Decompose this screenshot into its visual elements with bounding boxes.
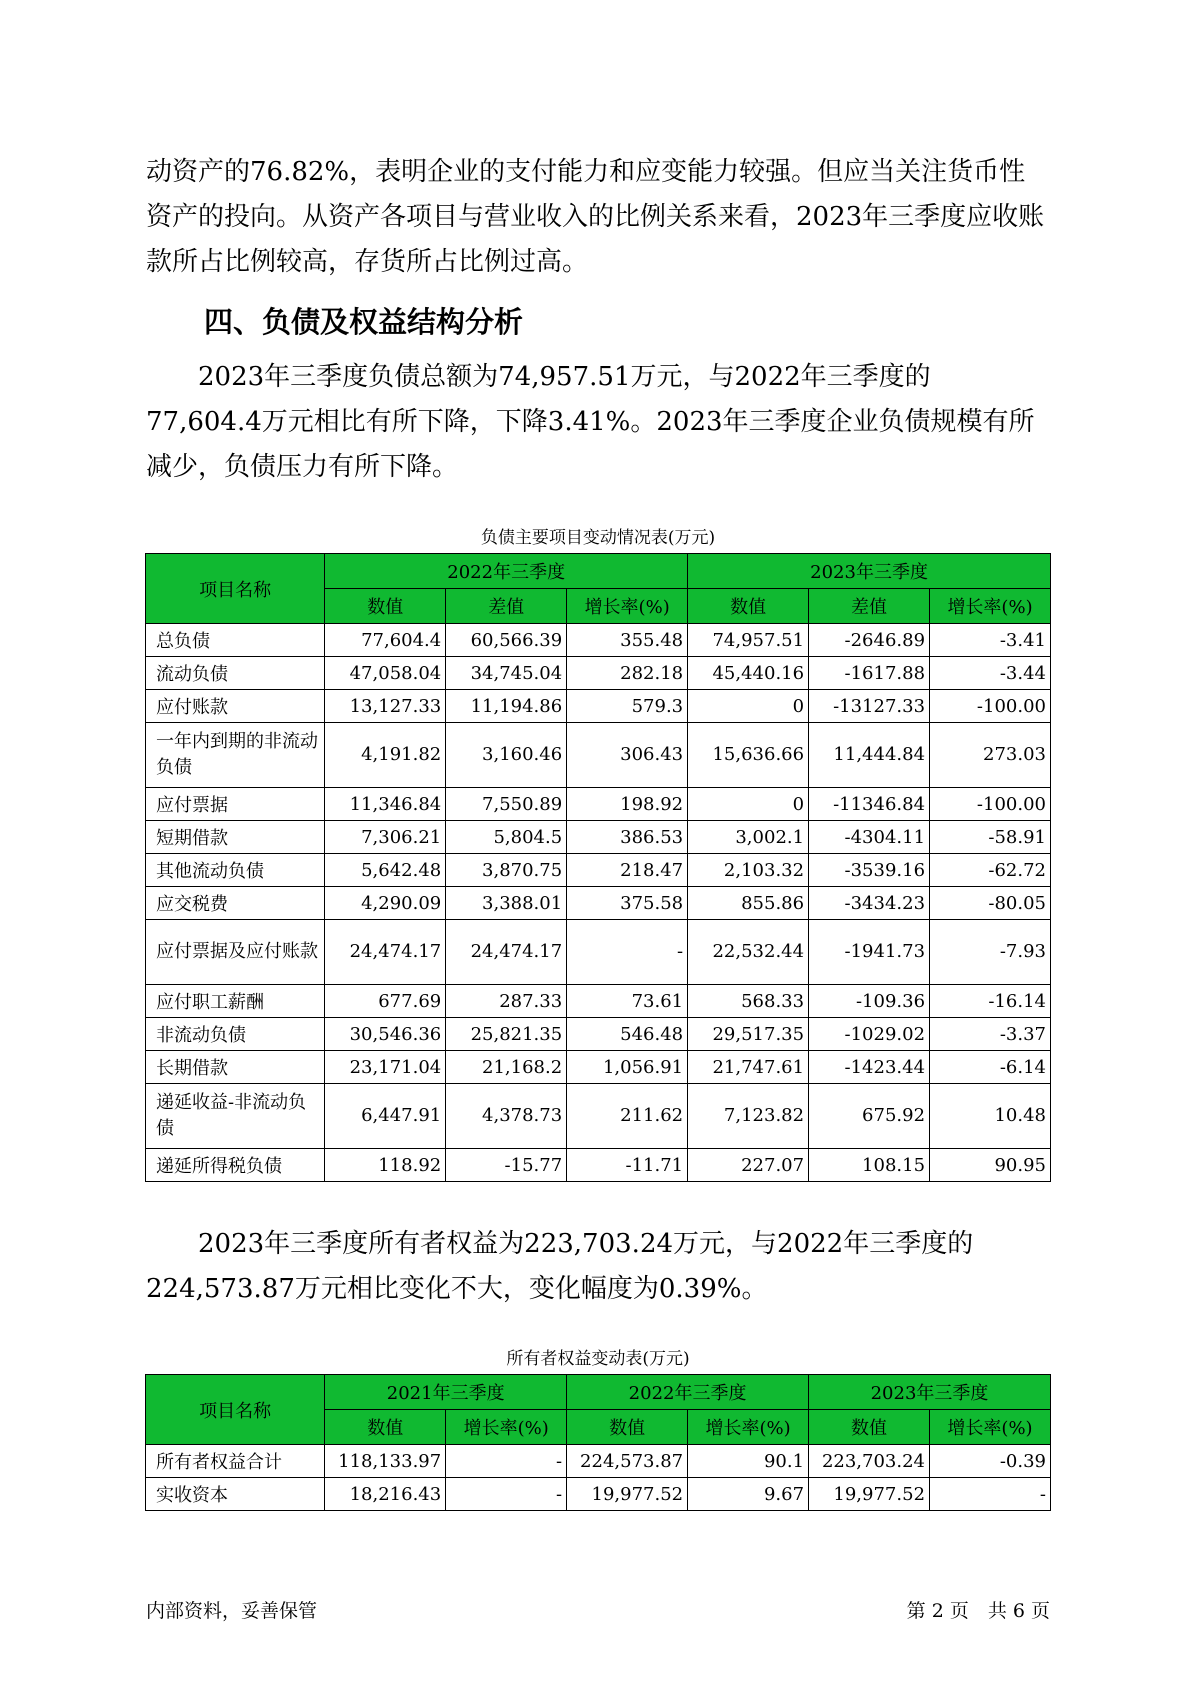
table-cell: 1,056.91 bbox=[567, 1051, 688, 1084]
table-row bbox=[146, 1084, 1051, 1149]
table-cell: 7,123.82 bbox=[688, 1084, 809, 1149]
paragraph-equity-summary: 2023年三季度所有者权益为223,703.24万元，与2022年三季度的224,573.87万元相比变化不大，变化幅度为0.39%。 bbox=[146, 1229, 974, 1304]
table-row bbox=[146, 821, 1051, 854]
table-cell: 4,378.73 bbox=[446, 1084, 567, 1149]
row-label: 应交税费 bbox=[146, 887, 325, 920]
table-cell: - bbox=[930, 1478, 1051, 1511]
table-cell: -7.93 bbox=[930, 920, 1051, 985]
table1-subheader: 增长率(%) bbox=[567, 589, 688, 624]
table2-period-header: 2022年三季度 bbox=[567, 1375, 809, 1410]
table-cell: 90.1 bbox=[688, 1445, 809, 1478]
table-cell: 34,745.04 bbox=[446, 657, 567, 690]
table-row bbox=[146, 1445, 1051, 1478]
table-cell: 118,133.97 bbox=[325, 1445, 446, 1478]
table2-subheader: 数值 bbox=[325, 1410, 446, 1445]
table-cell: 74,957.51 bbox=[688, 624, 809, 657]
table-cell: 24,474.17 bbox=[446, 920, 567, 985]
table-cell: -3.41 bbox=[930, 624, 1051, 657]
table-cell: 24,474.17 bbox=[325, 920, 446, 985]
table-cell: 23,171.04 bbox=[325, 1051, 446, 1084]
table-cell: -109.36 bbox=[809, 985, 930, 1018]
table-cell: 11,346.84 bbox=[325, 788, 446, 821]
table2-item-header: 项目名称 bbox=[146, 1375, 325, 1445]
table-cell: 90.95 bbox=[930, 1149, 1051, 1182]
row-label: 实收资本 bbox=[146, 1478, 325, 1511]
table-cell: 108.15 bbox=[809, 1149, 930, 1182]
table-cell: - bbox=[446, 1478, 567, 1511]
table-cell: -3539.16 bbox=[809, 854, 930, 887]
table-cell: 855.86 bbox=[688, 887, 809, 920]
table-cell: 11,444.84 bbox=[809, 723, 930, 788]
table-cell: -100.00 bbox=[930, 690, 1051, 723]
row-label: 长期借款 bbox=[146, 1051, 325, 1084]
table2-caption: 所有者权益变动表(万元) bbox=[506, 1349, 690, 1369]
table-cell: 19,977.52 bbox=[567, 1478, 688, 1511]
table-row bbox=[146, 920, 1051, 985]
table-cell: -0.39 bbox=[930, 1445, 1051, 1478]
row-label: 一年内到期的非流动负债 bbox=[146, 723, 325, 788]
table1-subheader: 差值 bbox=[446, 589, 567, 624]
table2-subheader: 增长率(%) bbox=[930, 1410, 1051, 1445]
table-cell: 45,440.16 bbox=[688, 657, 809, 690]
table-cell: 579.3 bbox=[567, 690, 688, 723]
table-cell: -1941.73 bbox=[809, 920, 930, 985]
table-row bbox=[146, 657, 1051, 690]
table-cell: 21,168.2 bbox=[446, 1051, 567, 1084]
row-label: 递延所得税负债 bbox=[146, 1149, 325, 1182]
paragraph-asset-summary: 动资产的76.82%，表明企业的支付能力和应变能力较强。但应当关注货币性资产的投向。从资产各项目与营业收入的比例关系来看，2023年三季度应收账款所占比例较高，存货所占比例过高。 bbox=[146, 157, 1045, 277]
table1-period-header: 2023年三季度 bbox=[688, 554, 1051, 589]
table-cell: -3434.23 bbox=[809, 887, 930, 920]
table1-subheader: 增长率(%) bbox=[930, 589, 1051, 624]
table-cell: -1617.88 bbox=[809, 657, 930, 690]
row-label: 流动负债 bbox=[146, 657, 325, 690]
table-cell: 18,216.43 bbox=[325, 1478, 446, 1511]
table-cell: 29,517.35 bbox=[688, 1018, 809, 1051]
table-cell: 10.48 bbox=[930, 1084, 1051, 1149]
table-cell: 118.92 bbox=[325, 1149, 446, 1182]
table-cell: -2646.89 bbox=[809, 624, 930, 657]
table-cell: 211.62 bbox=[567, 1084, 688, 1149]
table-cell: 568.33 bbox=[688, 985, 809, 1018]
table-cell: 22,532.44 bbox=[688, 920, 809, 985]
table1-period-header: 2022年三季度 bbox=[325, 554, 688, 589]
table-cell: 4,191.82 bbox=[325, 723, 446, 788]
table2-subheader: 增长率(%) bbox=[688, 1410, 809, 1445]
table-cell: -62.72 bbox=[930, 854, 1051, 887]
table-cell: -4304.11 bbox=[809, 821, 930, 854]
row-label: 其他流动负债 bbox=[146, 854, 325, 887]
table-cell: -100.00 bbox=[930, 788, 1051, 821]
table1-item-header: 项目名称 bbox=[146, 554, 325, 624]
table1-caption: 负债主要项目变动情况表(万元) bbox=[480, 528, 716, 548]
liability-table bbox=[145, 553, 1051, 1182]
table-cell: 47,058.04 bbox=[325, 657, 446, 690]
table-cell: -11.71 bbox=[567, 1149, 688, 1182]
table-cell: 0 bbox=[688, 788, 809, 821]
table-cell: 3,160.46 bbox=[446, 723, 567, 788]
row-label: 递延收益-非流动负债 bbox=[146, 1084, 325, 1149]
row-label: 应付票据 bbox=[146, 788, 325, 821]
table-cell: 5,642.48 bbox=[325, 854, 446, 887]
table-cell: 19,977.52 bbox=[809, 1478, 930, 1511]
table-cell: -15.77 bbox=[446, 1149, 567, 1182]
table-row bbox=[146, 887, 1051, 920]
table-cell: -6.14 bbox=[930, 1051, 1051, 1084]
table1-subheader: 差值 bbox=[809, 589, 930, 624]
table-cell: 546.48 bbox=[567, 1018, 688, 1051]
table-cell: 282.18 bbox=[567, 657, 688, 690]
table-row bbox=[146, 985, 1051, 1018]
table-cell: 675.92 bbox=[809, 1084, 930, 1149]
table-cell: 223,703.24 bbox=[809, 1445, 930, 1478]
paragraph-liability-summary: 2023年三季度负债总额为74,957.51万元，与2022年三季度的77,604.4万元相比有所下降，下降3.41%。2023年三季度企业负债规模有所减少，负债压力有所下降。 bbox=[146, 362, 1035, 482]
row-label: 短期借款 bbox=[146, 821, 325, 854]
row-label: 非流动负债 bbox=[146, 1018, 325, 1051]
table-cell: 224,573.87 bbox=[567, 1445, 688, 1478]
table-cell: -3.37 bbox=[930, 1018, 1051, 1051]
table-cell: 30,546.36 bbox=[325, 1018, 446, 1051]
table-cell: -1029.02 bbox=[809, 1018, 930, 1051]
table-row bbox=[146, 690, 1051, 723]
table-cell: 13,127.33 bbox=[325, 690, 446, 723]
row-label: 总负债 bbox=[146, 624, 325, 657]
table-cell: 287.33 bbox=[446, 985, 567, 1018]
table-cell: 15,636.66 bbox=[688, 723, 809, 788]
row-label: 应付账款 bbox=[146, 690, 325, 723]
row-label: 所有者权益合计 bbox=[146, 1445, 325, 1478]
table-cell: 677.69 bbox=[325, 985, 446, 1018]
table-cell: - bbox=[567, 920, 688, 985]
table-cell: -1423.44 bbox=[809, 1051, 930, 1084]
table-cell: 4,290.09 bbox=[325, 887, 446, 920]
table-cell: -13127.33 bbox=[809, 690, 930, 723]
table-cell: 3,002.1 bbox=[688, 821, 809, 854]
table1-subheader: 数值 bbox=[325, 589, 446, 624]
row-label: 应付职工薪酬 bbox=[146, 985, 325, 1018]
table-cell: 7,550.89 bbox=[446, 788, 567, 821]
table-cell: -58.91 bbox=[930, 821, 1051, 854]
table2-subheader: 数值 bbox=[567, 1410, 688, 1445]
table-cell: 77,604.4 bbox=[325, 624, 446, 657]
table-cell: 3,388.01 bbox=[446, 887, 567, 920]
table-cell: 198.92 bbox=[567, 788, 688, 821]
table-cell: 218.47 bbox=[567, 854, 688, 887]
table2-period-header: 2021年三季度 bbox=[325, 1375, 567, 1410]
table-cell: - bbox=[446, 1445, 567, 1478]
table2-period-header: 2023年三季度 bbox=[809, 1375, 1051, 1410]
table-row bbox=[146, 1149, 1051, 1182]
table-cell: 3,870.75 bbox=[446, 854, 567, 887]
section-heading: 四、负债及权益结构分析 bbox=[204, 305, 524, 339]
table-row bbox=[146, 1051, 1051, 1084]
row-label: 应付票据及应付账款 bbox=[146, 920, 325, 985]
table-cell: 60,566.39 bbox=[446, 624, 567, 657]
table-cell: 2,103.32 bbox=[688, 854, 809, 887]
table-cell: 6,447.91 bbox=[325, 1084, 446, 1149]
table-cell: 386.53 bbox=[567, 821, 688, 854]
footer-page-number: 第 2 页 共 6 页 bbox=[906, 1600, 1050, 1622]
table-cell: 306.43 bbox=[567, 723, 688, 788]
table-cell: -16.14 bbox=[930, 985, 1051, 1018]
table-row bbox=[146, 1478, 1051, 1511]
table-cell: 11,194.86 bbox=[446, 690, 567, 723]
table-cell: 273.03 bbox=[930, 723, 1051, 788]
table-cell: -3.44 bbox=[930, 657, 1051, 690]
table-row bbox=[146, 1018, 1051, 1051]
table-cell: 375.58 bbox=[567, 887, 688, 920]
table-cell: 73.61 bbox=[567, 985, 688, 1018]
table-cell: 5,804.5 bbox=[446, 821, 567, 854]
table-row bbox=[146, 624, 1051, 657]
table-cell: 9.67 bbox=[688, 1478, 809, 1511]
table-cell: 355.48 bbox=[567, 624, 688, 657]
equity-table bbox=[145, 1374, 1051, 1511]
footer-confidential-note: 内部资料，妥善保管 bbox=[146, 1600, 318, 1622]
table2-subheader: 增长率(%) bbox=[446, 1410, 567, 1445]
table1-subheader: 数值 bbox=[688, 589, 809, 624]
table-row bbox=[146, 854, 1051, 887]
table-row bbox=[146, 723, 1051, 788]
table-cell: -11346.84 bbox=[809, 788, 930, 821]
table2-subheader: 数值 bbox=[809, 1410, 930, 1445]
table-cell: 25,821.35 bbox=[446, 1018, 567, 1051]
table-cell: -80.05 bbox=[930, 887, 1051, 920]
table-cell: 21,747.61 bbox=[688, 1051, 809, 1084]
table-row bbox=[146, 788, 1051, 821]
table-cell: 227.07 bbox=[688, 1149, 809, 1182]
table-cell: 7,306.21 bbox=[325, 821, 446, 854]
table-cell: 0 bbox=[688, 690, 809, 723]
